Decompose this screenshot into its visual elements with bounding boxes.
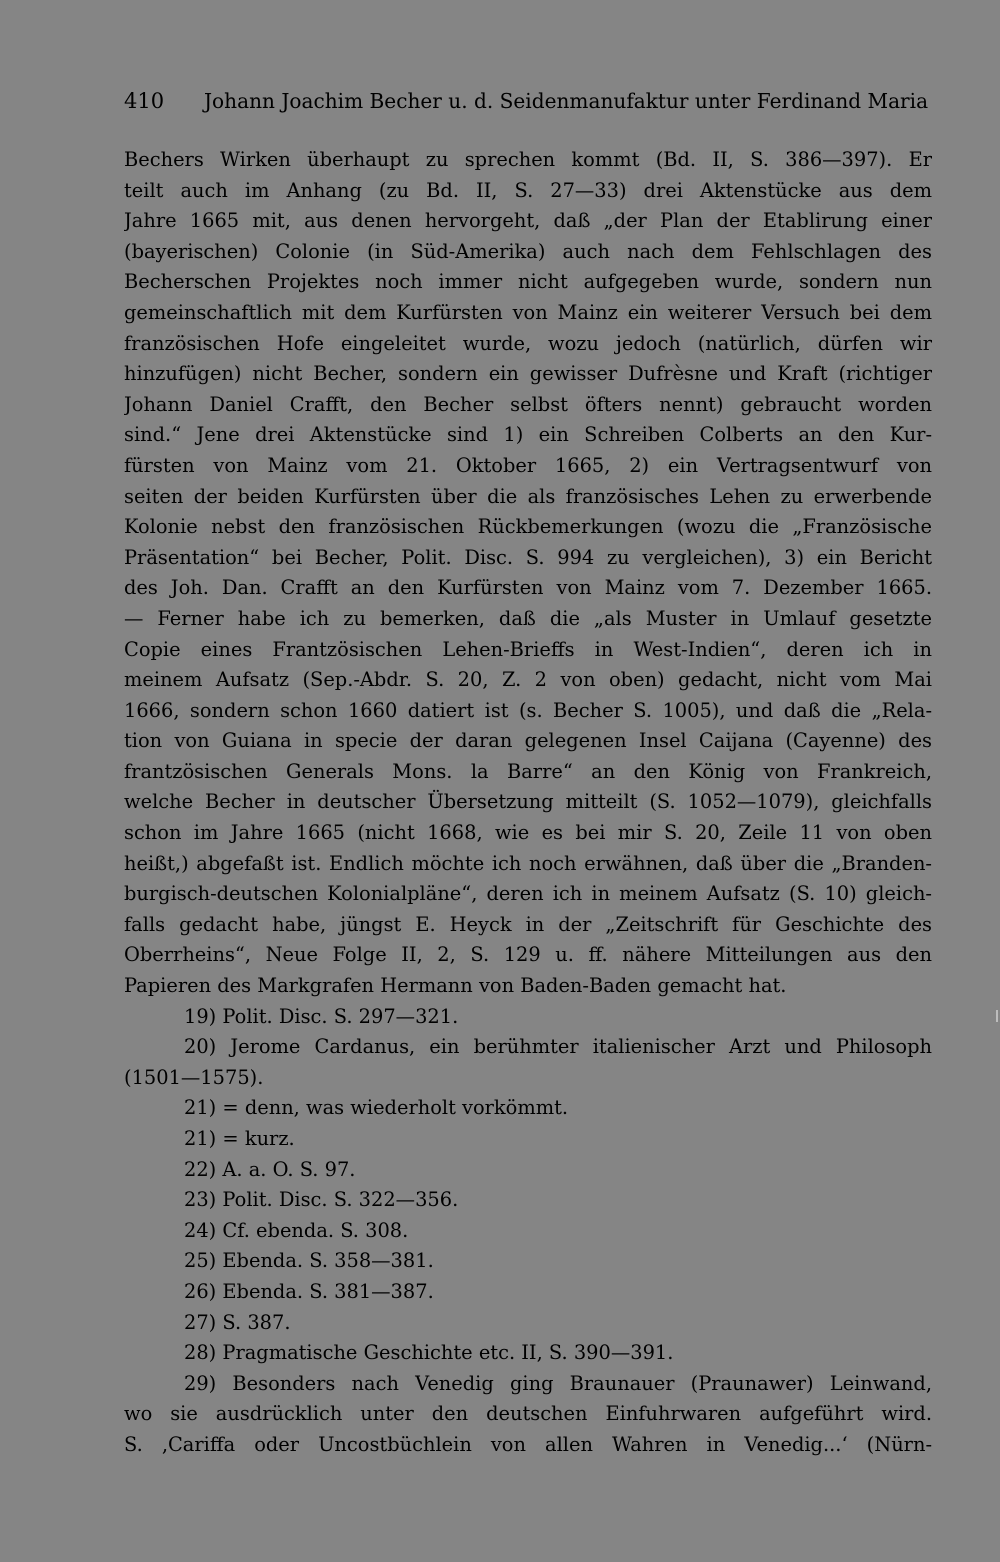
footnote-line: 21) = denn, was wiederholt vorkömmt. — [184, 1096, 569, 1120]
footnote-line: 28) Pragmatische Geschichte etc. II, S. 390—391. — [184, 1341, 674, 1365]
text-line: schon im Jahre 1665 (nicht 1668, wie es bei mir S. 20, Zeile 11 von oben — [124, 821, 932, 845]
text-line: Kolonie nebst den französischen Rückbemerkungen (wozu die „Französische — [124, 515, 932, 539]
text-line: seiten der beiden Kurfürsten über die als französisches Lehen zu erwerbende — [124, 484, 932, 508]
body-text — [124, 145, 932, 1461]
text-line: tion von Guiana in specie der daran gelegenen Insel Caijana (Cayenne) des — [124, 729, 932, 753]
running-title: Johann Joachim Becher u. d. Seidenmanufaktur unter Ferdinand Maria — [204, 89, 929, 113]
text-line: meinem Aufsatz (Sep.-Abdr. S. 20, Z. 2 von oben) gedacht, nicht vom Mai — [124, 668, 932, 692]
footnote-line: 20) Jerome Cardanus, ein berühmter italienischer Arzt und Philosoph — [184, 1035, 932, 1059]
page-number: 410 — [124, 89, 165, 113]
text-line: Jahre 1665 mit, aus denen hervorgeht, daß „der Plan der Etablirung einer — [124, 209, 932, 233]
text-line: Präsentation“ bei Becher, Polit. Disc. S. 994 zu vergleichen), 3) ein Bericht — [124, 545, 932, 569]
text-line: gemeinschaftlich mit dem Kurfürsten von Mainz ein weiterer Versuch bei dem — [124, 300, 932, 324]
footnote-line: 19) Polit. Disc. S. 297—321. — [184, 1004, 459, 1028]
footnote-line: 22) A. a. O. S. 97. — [184, 1157, 356, 1181]
footnote-line: 29) Besonders nach Venedig ging Braunauer (Praunawer) Leinwand, — [184, 1371, 932, 1395]
text-line: Oberrheins“, Neue Folge II, 2, S. 129 u. ff. nähere Mitteilungen aus den — [124, 943, 932, 967]
footnote-line: 25) Ebenda. S. 358—381. — [184, 1249, 434, 1273]
text-line: teilt auch im Anhang (zu Bd. II, S. 27—33) drei Aktenstücke aus dem — [124, 178, 932, 202]
text-line: des Joh. Dan. Crafft an den Kurfürsten von Mainz vom 7. Dezember 1665. — [124, 576, 932, 600]
text-line: Becherschen Projektes noch immer nicht aufgegeben wurde, sondern nun — [124, 270, 932, 294]
text-line: sind.“ Jene drei Aktenstücke sind 1) ein Schreiben Colberts an den Kur- — [124, 423, 932, 447]
text-line: welche Becher in deutscher Übersetzung mitteilt (S. 1052—1079), gleichfalls — [124, 790, 932, 814]
footnote-line: 21) = kurz. — [184, 1127, 295, 1150]
text-line: französischen Hofe eingeleitet wurde, wozu jedoch (natürlich, dürfen wir — [124, 331, 932, 355]
text-line: 1666, sondern schon 1660 datiert ist (s. Becher S. 1005), und daß die „Rela- — [124, 698, 932, 722]
text-line: frantzösischen Generals Mons. la Barre“ an den König von Frankreich, — [124, 759, 932, 783]
text-line: Bechers Wirken überhaupt zu sprechen kommt (Bd. II, S. 386—397). Er — [124, 148, 932, 171]
text-line: wo sie ausdrücklich unter den deutschen Einfuhrwaren aufgeführt wird. — [124, 1402, 932, 1426]
footnote-line: 24) Cf. ebenda. S. 308. — [184, 1218, 409, 1242]
footnote-line: 26) Ebenda. S. 381—387. — [184, 1279, 434, 1303]
text-line: hinzufügen) nicht Becher, sondern ein gewisser Dufrèsne und Kraft (richtiger — [124, 362, 932, 386]
text-line: (1501—1575). — [124, 1065, 264, 1089]
text-line: burgisch-deutschen Kolonialpläne“, deren ich in meinem Aufsatz (S. 10) gleich- — [124, 882, 932, 906]
text-line: — Ferner habe ich zu bemerken, daß die „als Muster in Umlauf gesetzte — [124, 606, 932, 630]
text-line: Papieren des Markgrafen Hermann von Baden-Baden gemacht hat. — [124, 974, 787, 998]
text-line: (bayerischen) Colonie (in Süd-Amerika) auch nach dem Fehlschlagen des — [124, 239, 932, 263]
text-line: fürsten von Mainz vom 21. Oktober 1665, 2) ein Vertragsentwurf von — [124, 453, 932, 477]
text-line: S. ‚Cariffa oder Uncostbüchlein von allen Wahren in Venedig...‘ (Nürn- — [124, 1432, 932, 1456]
scan-speck — [996, 1010, 998, 1022]
footnote-line: 27) S. 387. — [184, 1310, 291, 1334]
text-line: Copie eines Frantzösischen Lehen-Brieffs in West-Indien“, deren ich in — [124, 637, 932, 661]
footnote-line: 23) Polit. Disc. S. 322—356. — [184, 1188, 459, 1212]
page-header — [124, 84, 932, 118]
text-line: heißt,) abgefaßt ist. Endlich möchte ich noch erwähnen, daß über die „Branden- — [124, 851, 932, 875]
text-line: Johann Daniel Crafft, den Becher selbst öfters nennt) gebraucht worden — [124, 392, 932, 416]
text-line: falls gedacht habe, jüngst E. Heyck in der „Zeitschrift für Geschichte des — [124, 912, 932, 936]
